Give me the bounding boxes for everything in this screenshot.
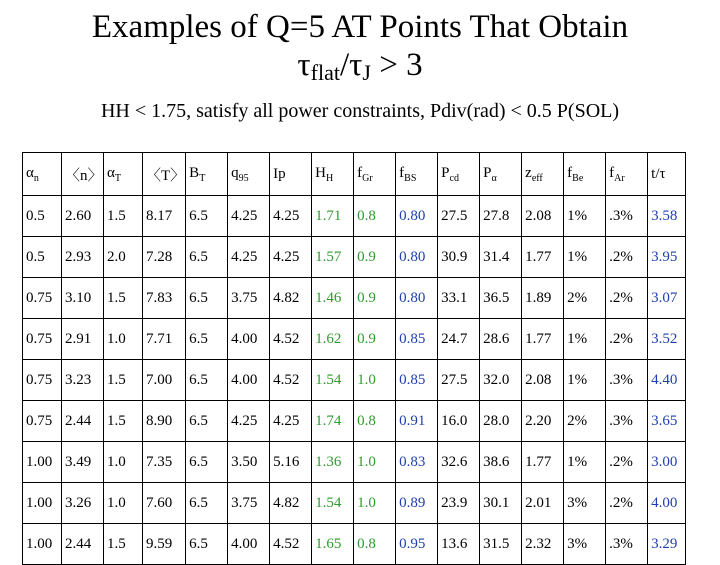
table-cell: 4.82 — [270, 278, 312, 319]
table-row — [23, 319, 686, 360]
column-header — [312, 153, 354, 196]
column-header-subscript: Gr — [362, 172, 373, 184]
table-cell: 0.75 — [23, 319, 62, 360]
table-cell: 0.8 — [354, 401, 396, 442]
table-cell: 1.77 — [522, 237, 564, 278]
table-cell: 1% — [564, 319, 606, 360]
subtitle: HH < 1.75, satisfy all power constraints, Pdiv(rad) < 0.5 P(SOL) — [100, 100, 620, 122]
table-cell: 5.16 — [270, 442, 312, 483]
table-row — [23, 278, 686, 319]
table-cell: 36.5 — [480, 278, 522, 319]
table-cell: .2% — [606, 237, 648, 278]
table-cell: 6.5 — [186, 442, 228, 483]
table-cell: 0.8 — [354, 196, 396, 237]
column-header — [23, 153, 62, 196]
title-line-1: Examples of Q=5 AT Points That Obtain — [91, 9, 629, 45]
column-header — [438, 153, 480, 196]
page-title — [0, 8, 720, 92]
table-cell: 4.52 — [270, 524, 312, 565]
table-cell: 2.44 — [62, 401, 104, 442]
table-cell: 7.35 — [143, 442, 186, 483]
table-cell: 1.00 — [23, 524, 62, 565]
table-cell: 3.95 — [648, 237, 686, 278]
table-cell: 4.25 — [228, 401, 270, 442]
table-cell: 8.17 — [143, 196, 186, 237]
table-cell: 6.5 — [186, 360, 228, 401]
column-header — [480, 153, 522, 196]
table-cell: 1% — [564, 360, 606, 401]
table-cell: 4.25 — [228, 237, 270, 278]
table-cell: 3.58 — [648, 196, 686, 237]
column-header — [564, 153, 606, 196]
column-header — [354, 153, 396, 196]
column-header-label: α — [107, 164, 115, 181]
table-cell: 0.9 — [354, 237, 396, 278]
table-cell: 2.01 — [522, 483, 564, 524]
table-cell: 2% — [564, 401, 606, 442]
table-cell: 1% — [564, 237, 606, 278]
table-cell: 2.60 — [62, 196, 104, 237]
table-cell: 1.5 — [104, 278, 143, 319]
column-header-label: f — [399, 164, 405, 181]
table-cell: 1.54 — [312, 483, 354, 524]
table-cell: 1.71 — [312, 196, 354, 237]
table-cell: 28.6 — [480, 319, 522, 360]
column-header-subscript: 95 — [238, 172, 249, 184]
table-cell: 3.50 — [228, 442, 270, 483]
table-row — [23, 360, 686, 401]
table-cell: 1.77 — [522, 319, 564, 360]
table-cell: 3% — [564, 483, 606, 524]
column-header — [270, 153, 312, 196]
table-cell: 3.75 — [228, 278, 270, 319]
table-cell: 0.5 — [23, 237, 62, 278]
column-header-label: 〈T〉 — [146, 167, 186, 184]
table-cell: 0.95 — [396, 524, 438, 565]
table-cell: 2.0 — [104, 237, 143, 278]
header-row — [23, 153, 686, 196]
table-cell: 24.7 — [438, 319, 480, 360]
table-cell: 27.5 — [438, 196, 480, 237]
table-cell: 13.6 — [438, 524, 480, 565]
column-header-subscript: eff — [531, 172, 543, 184]
table-cell: 38.6 — [480, 442, 522, 483]
table-cell: 6.5 — [186, 524, 228, 565]
table-cell: .2% — [606, 483, 648, 524]
table-cell: 4.25 — [270, 196, 312, 237]
column-header-subscript: T — [114, 172, 121, 184]
table-cell: 3.00 — [648, 442, 686, 483]
column-header-label: α — [26, 164, 34, 181]
column-header-label: 〈n〉 — [65, 167, 103, 184]
column-header-label: q — [231, 164, 239, 181]
table-cell: 8.90 — [143, 401, 186, 442]
table-cell: 1.65 — [312, 524, 354, 565]
table-cell: 1.0 — [104, 319, 143, 360]
table-cell: 27.8 — [480, 196, 522, 237]
table-cell: 1.00 — [23, 483, 62, 524]
column-header — [62, 153, 104, 196]
column-header — [143, 153, 186, 196]
table-cell: 0.80 — [396, 237, 438, 278]
table-cell: 1.57 — [312, 237, 354, 278]
table-cell: 6.5 — [186, 401, 228, 442]
table-cell: .3% — [606, 196, 648, 237]
table-cell: 1.5 — [104, 401, 143, 442]
table-cell: 2.08 — [522, 360, 564, 401]
table-cell: 4.52 — [270, 360, 312, 401]
table-cell: 28.0 — [480, 401, 522, 442]
table-cell: 1% — [564, 442, 606, 483]
table-cell: 4.00 — [228, 319, 270, 360]
table-cell: 3.52 — [648, 319, 686, 360]
table-cell: 6.5 — [186, 278, 228, 319]
table-cell: 0.91 — [396, 401, 438, 442]
column-header — [104, 153, 143, 196]
table-cell: 7.71 — [143, 319, 186, 360]
table-cell: 1.5 — [104, 524, 143, 565]
column-header-label: Ip — [273, 165, 286, 182]
table-cell: .3% — [606, 524, 648, 565]
column-header-label: t/τ — [651, 165, 666, 182]
table-row — [23, 401, 686, 442]
column-header-subscript: T — [199, 172, 206, 184]
column-header — [648, 153, 686, 196]
table-cell: 3.75 — [228, 483, 270, 524]
table-cell: 31.4 — [480, 237, 522, 278]
column-header-label: P — [483, 164, 492, 181]
column-header-subscript: cd — [449, 172, 459, 184]
table-row — [23, 237, 686, 278]
table-cell: 2.20 — [522, 401, 564, 442]
table-cell: 1.0 — [104, 483, 143, 524]
column-header-subscript: Ar — [614, 172, 625, 184]
table-cell: 7.60 — [143, 483, 186, 524]
table-cell: .2% — [606, 278, 648, 319]
table-cell: 30.1 — [480, 483, 522, 524]
table-cell: 6.5 — [186, 483, 228, 524]
table-cell: 1.74 — [312, 401, 354, 442]
table-cell: 1.0 — [354, 442, 396, 483]
table-cell: 33.1 — [438, 278, 480, 319]
table-cell: 4.25 — [228, 196, 270, 237]
table-cell: 23.9 — [438, 483, 480, 524]
table-cell: 4.40 — [648, 360, 686, 401]
table-cell: 4.25 — [270, 237, 312, 278]
table-cell: 0.80 — [396, 278, 438, 319]
column-header-subscript: n — [33, 172, 39, 184]
table-cell: 2.91 — [62, 319, 104, 360]
column-header — [228, 153, 270, 196]
column-header — [186, 153, 228, 196]
table-cell: 27.5 — [438, 360, 480, 401]
table-cell: 0.85 — [396, 319, 438, 360]
table-cell: 0.8 — [354, 524, 396, 565]
table-cell: 1% — [564, 196, 606, 237]
table-cell: 2.93 — [62, 237, 104, 278]
table-cell: 0.75 — [23, 360, 62, 401]
table-cell: 2.08 — [522, 196, 564, 237]
table-cell: 3.26 — [62, 483, 104, 524]
table-cell: 3.65 — [648, 401, 686, 442]
table-row — [23, 483, 686, 524]
column-header-label: H — [315, 164, 327, 181]
table-cell: 9.59 — [143, 524, 186, 565]
table-cell: 1.0 — [354, 360, 396, 401]
column-header-subscript: α — [491, 172, 497, 184]
table-cell: 31.5 — [480, 524, 522, 565]
column-header — [522, 153, 564, 196]
table-cell: 0.89 — [396, 483, 438, 524]
table-cell: 3.49 — [62, 442, 104, 483]
column-header-label: z — [525, 164, 532, 181]
table-cell: 0.9 — [354, 319, 396, 360]
table-cell: 3% — [564, 524, 606, 565]
table-cell: 4.00 — [228, 524, 270, 565]
table-row — [23, 442, 686, 483]
table-cell: .2% — [606, 319, 648, 360]
table-cell: 1.5 — [104, 196, 143, 237]
table-cell: 1.0 — [354, 483, 396, 524]
table-cell: 3.10 — [62, 278, 104, 319]
table-cell: 4.52 — [270, 319, 312, 360]
table-cell: 4.00 — [228, 360, 270, 401]
table-cell: 1.5 — [104, 360, 143, 401]
table-cell: 1.36 — [312, 442, 354, 483]
table-cell: 0.75 — [23, 401, 62, 442]
table-cell: 3.23 — [62, 360, 104, 401]
column-header-subscript: H — [326, 172, 334, 184]
table-cell: 7.83 — [143, 278, 186, 319]
column-header-subscript: Be — [572, 172, 584, 184]
column-header-label: f — [609, 164, 615, 181]
title-line-2: $\tau_{flat}/\tau_J > 3$ — [297, 47, 423, 85]
table-cell: 4.00 — [648, 483, 686, 524]
column-header — [396, 153, 438, 196]
table-body — [23, 196, 686, 565]
table-cell: 3.07 — [648, 278, 686, 319]
table-cell: 1.77 — [522, 442, 564, 483]
table-cell: 0.85 — [396, 360, 438, 401]
column-header-label: P — [441, 164, 450, 181]
table-cell: 32.0 — [480, 360, 522, 401]
table-cell: 1.62 — [312, 319, 354, 360]
table-cell: 7.28 — [143, 237, 186, 278]
results-table — [22, 152, 686, 565]
column-header-label: B — [189, 164, 200, 181]
table-cell: 16.0 — [438, 401, 480, 442]
table-cell: 1.46 — [312, 278, 354, 319]
table-cell: 0.80 — [396, 196, 438, 237]
table-row — [23, 524, 686, 565]
table-cell: .2% — [606, 442, 648, 483]
table-cell: 32.6 — [438, 442, 480, 483]
table-cell: .3% — [606, 360, 648, 401]
table-cell: 1.0 — [104, 442, 143, 483]
table-cell: .3% — [606, 401, 648, 442]
column-header-label: f — [567, 164, 573, 181]
table-cell: 7.00 — [143, 360, 186, 401]
column-header-subscript: BS — [404, 172, 417, 184]
table-cell: 1.54 — [312, 360, 354, 401]
table-cell: 4.25 — [270, 401, 312, 442]
column-header — [606, 153, 648, 196]
table-cell: 6.5 — [186, 196, 228, 237]
table-cell: 30.9 — [438, 237, 480, 278]
table-cell: 0.9 — [354, 278, 396, 319]
table-cell: 0.5 — [23, 196, 62, 237]
table-cell: 2% — [564, 278, 606, 319]
table-cell: 3.29 — [648, 524, 686, 565]
table-cell: 2.44 — [62, 524, 104, 565]
table-row — [23, 196, 686, 237]
table-cell: 0.83 — [396, 442, 438, 483]
table-cell: 2.32 — [522, 524, 564, 565]
column-header-label: f — [357, 164, 363, 181]
table-cell: 1.00 — [23, 442, 62, 483]
table-cell: 6.5 — [186, 237, 228, 278]
table-cell: 4.82 — [270, 483, 312, 524]
table-cell: 1.89 — [522, 278, 564, 319]
table-cell: 6.5 — [186, 319, 228, 360]
table-cell: 0.75 — [23, 278, 62, 319]
